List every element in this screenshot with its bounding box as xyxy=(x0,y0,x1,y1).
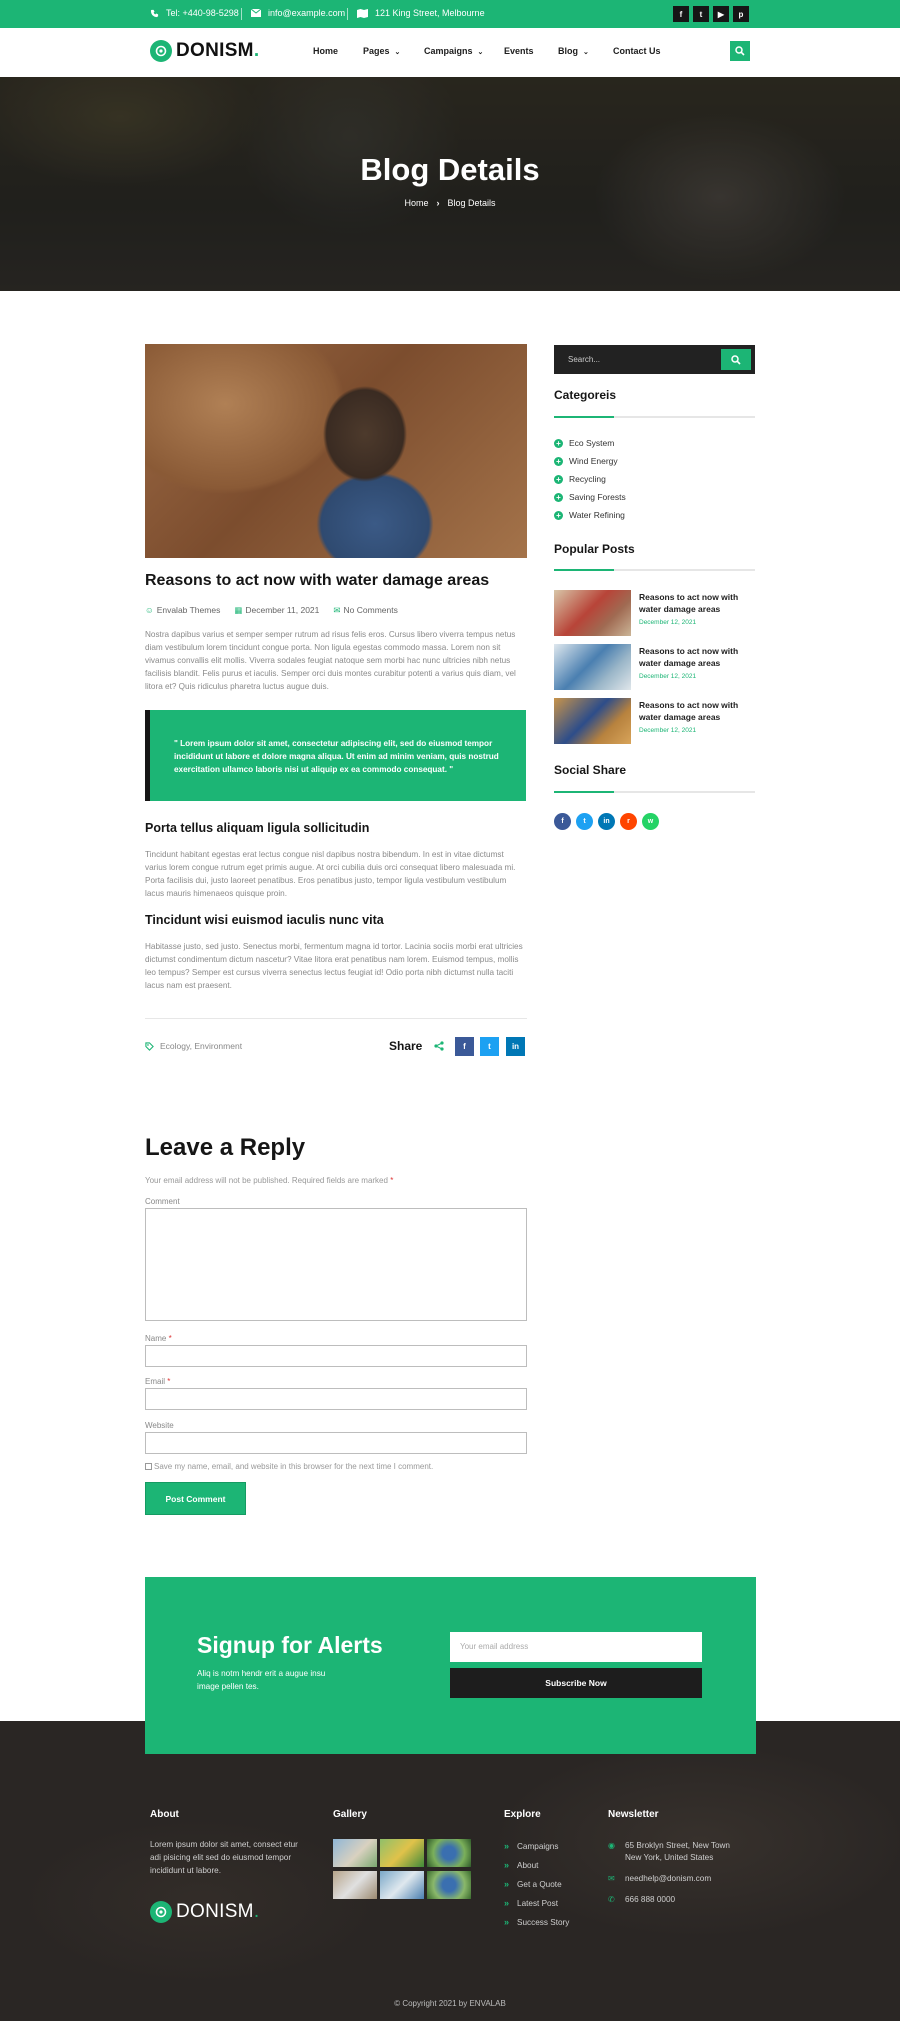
top-bar xyxy=(0,0,900,28)
nav-events[interactable]: Events xyxy=(504,46,534,56)
phone-text: Tel: +440-98-5298 xyxy=(166,8,239,18)
gallery-image[interactable] xyxy=(333,1871,377,1899)
website-input[interactable] xyxy=(145,1432,527,1454)
pinterest-icon[interactable]: p xyxy=(733,6,749,22)
footer-link[interactable]: » Latest Post xyxy=(504,1898,558,1908)
header-search-button[interactable] xyxy=(730,41,750,61)
breadcrumb xyxy=(0,198,900,208)
footer-link[interactable]: » Get a Quote xyxy=(504,1879,562,1889)
facebook-icon[interactable]: f xyxy=(554,813,571,830)
categories-title: Categoreis xyxy=(554,388,617,402)
website-label: Website xyxy=(145,1421,174,1430)
popular-post-title[interactable]: Reasons to act now with water damage areas xyxy=(639,646,739,668)
footer-link[interactable]: » Campaigns xyxy=(504,1841,559,1851)
whatsapp-icon[interactable]: w xyxy=(642,813,659,830)
category-item[interactable]: + Saving Forests xyxy=(554,492,626,502)
mail-icon: ✉ xyxy=(608,1874,615,1883)
footer-link[interactable]: » About xyxy=(504,1860,539,1870)
category-item[interactable]: + Recycling xyxy=(554,474,606,484)
nav-campaigns[interactable]: Campaigns ⌄ xyxy=(424,46,484,56)
chevron-right-icon: › xyxy=(436,198,440,208)
signup-text: Aliq is notm hendr erit a augue insu image pellen tes. xyxy=(197,1669,326,1691)
plus-icon: + xyxy=(554,439,563,448)
footer-email[interactable]: ✉ needhelp@donism.com xyxy=(608,1874,712,1883)
divider xyxy=(145,1018,527,1019)
chevron-down-icon: ⌄ xyxy=(394,49,401,56)
post-date[interactable]: December 11, 2021 xyxy=(245,605,320,615)
divider xyxy=(554,569,755,571)
footer-about-text: Lorem ipsum dolor sit amet, consect etur adi pisicing elit sed do eiusmod tempor incididunt ut labore. xyxy=(150,1840,298,1875)
footer-newsletter-title: Newsletter xyxy=(608,1809,659,1820)
plus-icon: + xyxy=(554,457,563,466)
save-label: Save my name, email, and website in this browser for the next time I comment. xyxy=(154,1462,434,1471)
footer-gallery-title: Gallery xyxy=(333,1809,367,1820)
popular-posts-title: Popular Posts xyxy=(554,542,635,556)
footer-logo-text: DONISM xyxy=(176,1901,254,1922)
name-label: Name * xyxy=(145,1334,172,1343)
share-linkedin-button[interactable] xyxy=(506,1037,525,1056)
post-author[interactable]: Envalab Themes xyxy=(156,605,221,615)
phone-icon: ✆ xyxy=(608,1895,615,1904)
mail-icon xyxy=(251,9,261,17)
twitter-icon[interactable]: t xyxy=(693,6,709,22)
chevrons-right-icon: » xyxy=(504,1841,510,1851)
divider xyxy=(241,8,242,20)
gallery-image[interactable] xyxy=(380,1871,424,1899)
sidebar-search-input[interactable]: Search... xyxy=(568,355,601,364)
youtube-icon[interactable]: ▶ xyxy=(713,6,729,22)
post-paragraph-2: Habitasse justo, sed justo. Senectus morbi, fermentum magna id tortor. Lacinia sociis morbi erat ultricies dictumst condimentum dictum nascetur? Vitae litora erat penatibus nam lorem. Euismod tempus, mollis leo tempus? Semper est cursus viverra senectus lectus feugiat id! Odio porta nibh dictumst nulla taciti lacus nam est praesent. xyxy=(145,942,523,990)
chevrons-right-icon: » xyxy=(504,1860,510,1870)
logo-text: DONISM xyxy=(176,40,254,61)
email-info[interactable] xyxy=(251,8,345,18)
linkedin-icon[interactable]: in xyxy=(598,813,615,830)
logo-icon xyxy=(150,1901,172,1923)
chevron-down-icon: ⌄ xyxy=(583,49,589,56)
sidebar-search xyxy=(554,345,755,374)
post-meta xyxy=(145,605,398,616)
chevrons-right-icon: » xyxy=(504,1917,510,1927)
comment-textarea[interactable] xyxy=(145,1208,527,1321)
gallery-image[interactable] xyxy=(427,1871,471,1899)
chevrons-right-icon: » xyxy=(504,1879,510,1889)
popular-post-title[interactable]: Reasons to act now with water damage areas xyxy=(639,700,739,722)
nav-home[interactable]: Home xyxy=(313,46,339,56)
plus-icon: + xyxy=(554,475,563,484)
linkedin-icon: in xyxy=(511,1042,520,1051)
category-item[interactable]: + Wind Energy xyxy=(554,456,618,466)
footer-about-title: About xyxy=(150,1809,179,1820)
gallery-image[interactable] xyxy=(380,1839,424,1867)
signup-banner xyxy=(145,1577,756,1754)
popular-post-title[interactable]: Reasons to act now with water damage areas xyxy=(639,592,739,614)
facebook-icon[interactable]: f xyxy=(673,6,689,22)
popular-post-date: December 12, 2021 xyxy=(639,673,697,680)
reply-note: Your email address will not be published. Required fields are marked * xyxy=(145,1176,394,1185)
share-label: Share xyxy=(389,1039,423,1053)
calendar-icon: ▦ xyxy=(234,605,243,615)
popular-post-image[interactable] xyxy=(554,590,631,636)
user-icon: ☺ xyxy=(145,605,154,615)
name-input[interactable] xyxy=(145,1345,527,1367)
save-checkbox[interactable] xyxy=(145,1463,152,1470)
logo[interactable]: DONISM. xyxy=(150,40,259,62)
nav-contact[interactable]: Contact Us xyxy=(613,46,661,56)
page-title: Blog Details xyxy=(360,152,540,187)
chevrons-right-icon: » xyxy=(504,1898,510,1908)
top-socials xyxy=(673,6,749,22)
page-banner xyxy=(0,77,900,291)
social-share-title: Social Share xyxy=(554,763,627,777)
post-comments[interactable]: No Comments xyxy=(343,605,398,615)
nav-pages[interactable]: Pages ⌄ xyxy=(363,46,401,56)
comment-label: Comment xyxy=(145,1197,180,1206)
email-input[interactable] xyxy=(145,1388,527,1410)
tag-icon xyxy=(145,1042,154,1051)
post-quote: " Lorem ipsum dolor sit amet, consectetur adipiscing elit, sed do eiusmod tempor incididunt ut labore et dolore magna aliqua. Ut enim ad minim veniam, quis nostrud exercitation ullamco laboris nisi ut aliquip ex ea commodo consequat. " xyxy=(145,710,526,801)
popular-post-date: December 12, 2021 xyxy=(639,727,697,734)
sidebar-search-button[interactable] xyxy=(721,349,751,370)
divider xyxy=(554,416,755,418)
popular-post-image[interactable] xyxy=(554,698,631,744)
post-paragraph-1: Tincidunt habitant egestas erat lectus congue nisl dapibus nostra bibendum. In est in vitae dictumst varius lorem congue rutrum eget primis augue. At orci cubilia duis orci consequat libero malesuada mi. Porta facilisis dui, justo laoreet penatibus. Eros penatibus justo, tempor ligula vestibulum vestibulum lacus mauris himenaeos quisque proin. xyxy=(145,850,516,898)
location-icon: ◉ xyxy=(608,1841,616,1850)
post-comment-button[interactable]: Post Comment xyxy=(145,1482,246,1515)
email-label: Email * xyxy=(145,1377,171,1386)
search-icon xyxy=(731,355,741,365)
category-item[interactable]: + Water Refining xyxy=(554,510,625,520)
nav-blog[interactable]: Blog ⌄ xyxy=(558,46,589,56)
gallery-image[interactable] xyxy=(427,1839,471,1867)
subscribe-button[interactable]: Subscribe Now xyxy=(450,1668,702,1698)
divider xyxy=(347,8,348,20)
twitter-icon[interactable]: t xyxy=(576,813,593,830)
post-tags-text[interactable]: Ecology, Environment xyxy=(160,1041,243,1051)
signup-email-input[interactable]: Your email address xyxy=(450,1632,702,1662)
comment-icon: ✉ xyxy=(333,605,341,615)
save-info xyxy=(145,1462,433,1471)
plus-icon: + xyxy=(554,493,563,502)
search-icon xyxy=(735,46,745,56)
header xyxy=(0,28,900,77)
plus-icon: + xyxy=(554,511,563,520)
popular-post-date: December 12, 2021 xyxy=(639,619,697,626)
breadcrumb-home[interactable]: Home xyxy=(404,198,429,208)
phone-icon xyxy=(150,9,159,18)
divider xyxy=(554,791,755,793)
logo-icon xyxy=(150,40,172,62)
twitter-icon: t xyxy=(488,1042,491,1051)
post-featured-image xyxy=(145,344,527,558)
share-facebook-button[interactable] xyxy=(455,1037,474,1056)
footer-phone[interactable]: ✆ 666 888 0000 xyxy=(608,1895,676,1904)
gallery-image[interactable] xyxy=(333,1839,377,1867)
map-icon xyxy=(357,9,368,18)
footer-logo[interactable]: DONISM. xyxy=(150,1901,259,1923)
email-text: info@example.com xyxy=(268,8,346,18)
address-text: 121 King Street, Melbourne xyxy=(375,8,485,18)
reply-title: Leave a Reply xyxy=(145,1134,306,1161)
address-info xyxy=(357,8,485,18)
share-twitter-button[interactable] xyxy=(480,1037,499,1056)
footer-explore-title: Explore xyxy=(504,1809,541,1820)
category-item[interactable]: + Eco System xyxy=(554,438,614,448)
facebook-icon: f xyxy=(463,1042,466,1051)
post-tags xyxy=(145,1041,242,1051)
post-subheading-2: Tincidunt wisi euismod iaculis nunc vita xyxy=(145,913,384,927)
chevron-down-icon: ⌄ xyxy=(477,49,484,56)
popular-post-image[interactable] xyxy=(554,644,631,690)
post-subheading-1: Porta tellus aliquam ligula sollicitudin xyxy=(145,821,370,835)
footer-address: ◉ 65 Broklyn Street, New Town New York, United States xyxy=(608,1841,730,1862)
breadcrumb-current: Blog Details xyxy=(447,198,496,208)
phone-info[interactable] xyxy=(150,8,239,18)
footer-link[interactable]: » Success Story xyxy=(504,1917,570,1927)
reddit-icon[interactable]: r xyxy=(620,813,637,830)
share-icon xyxy=(434,1041,444,1051)
post-title: Reasons to act now with water damage areas xyxy=(145,572,490,589)
signup-title: Signup for Alerts xyxy=(197,1632,383,1658)
post-intro: Nostra dapibus varius et semper semper rutrum ad risus felis eros. Cursus libero viverra tempus netus diam vestibulum lorem tincidunt congue porta. Non ligula egestas commodo massa. Lorem non sit vivamus convallis elit mollis. Viverra sodales feugiat natoque sem morbi hac nunc ultricies nibh netus facilisis blandit. Felis purus et iaculis. Semper orci duis montes curabitur potenti a varius quis diam, vel litora et? Quis ridiculus pharetra luctus augue duis. xyxy=(145,630,516,691)
copyright: © Copyright 2021 by ENVALAB xyxy=(394,1999,506,2008)
